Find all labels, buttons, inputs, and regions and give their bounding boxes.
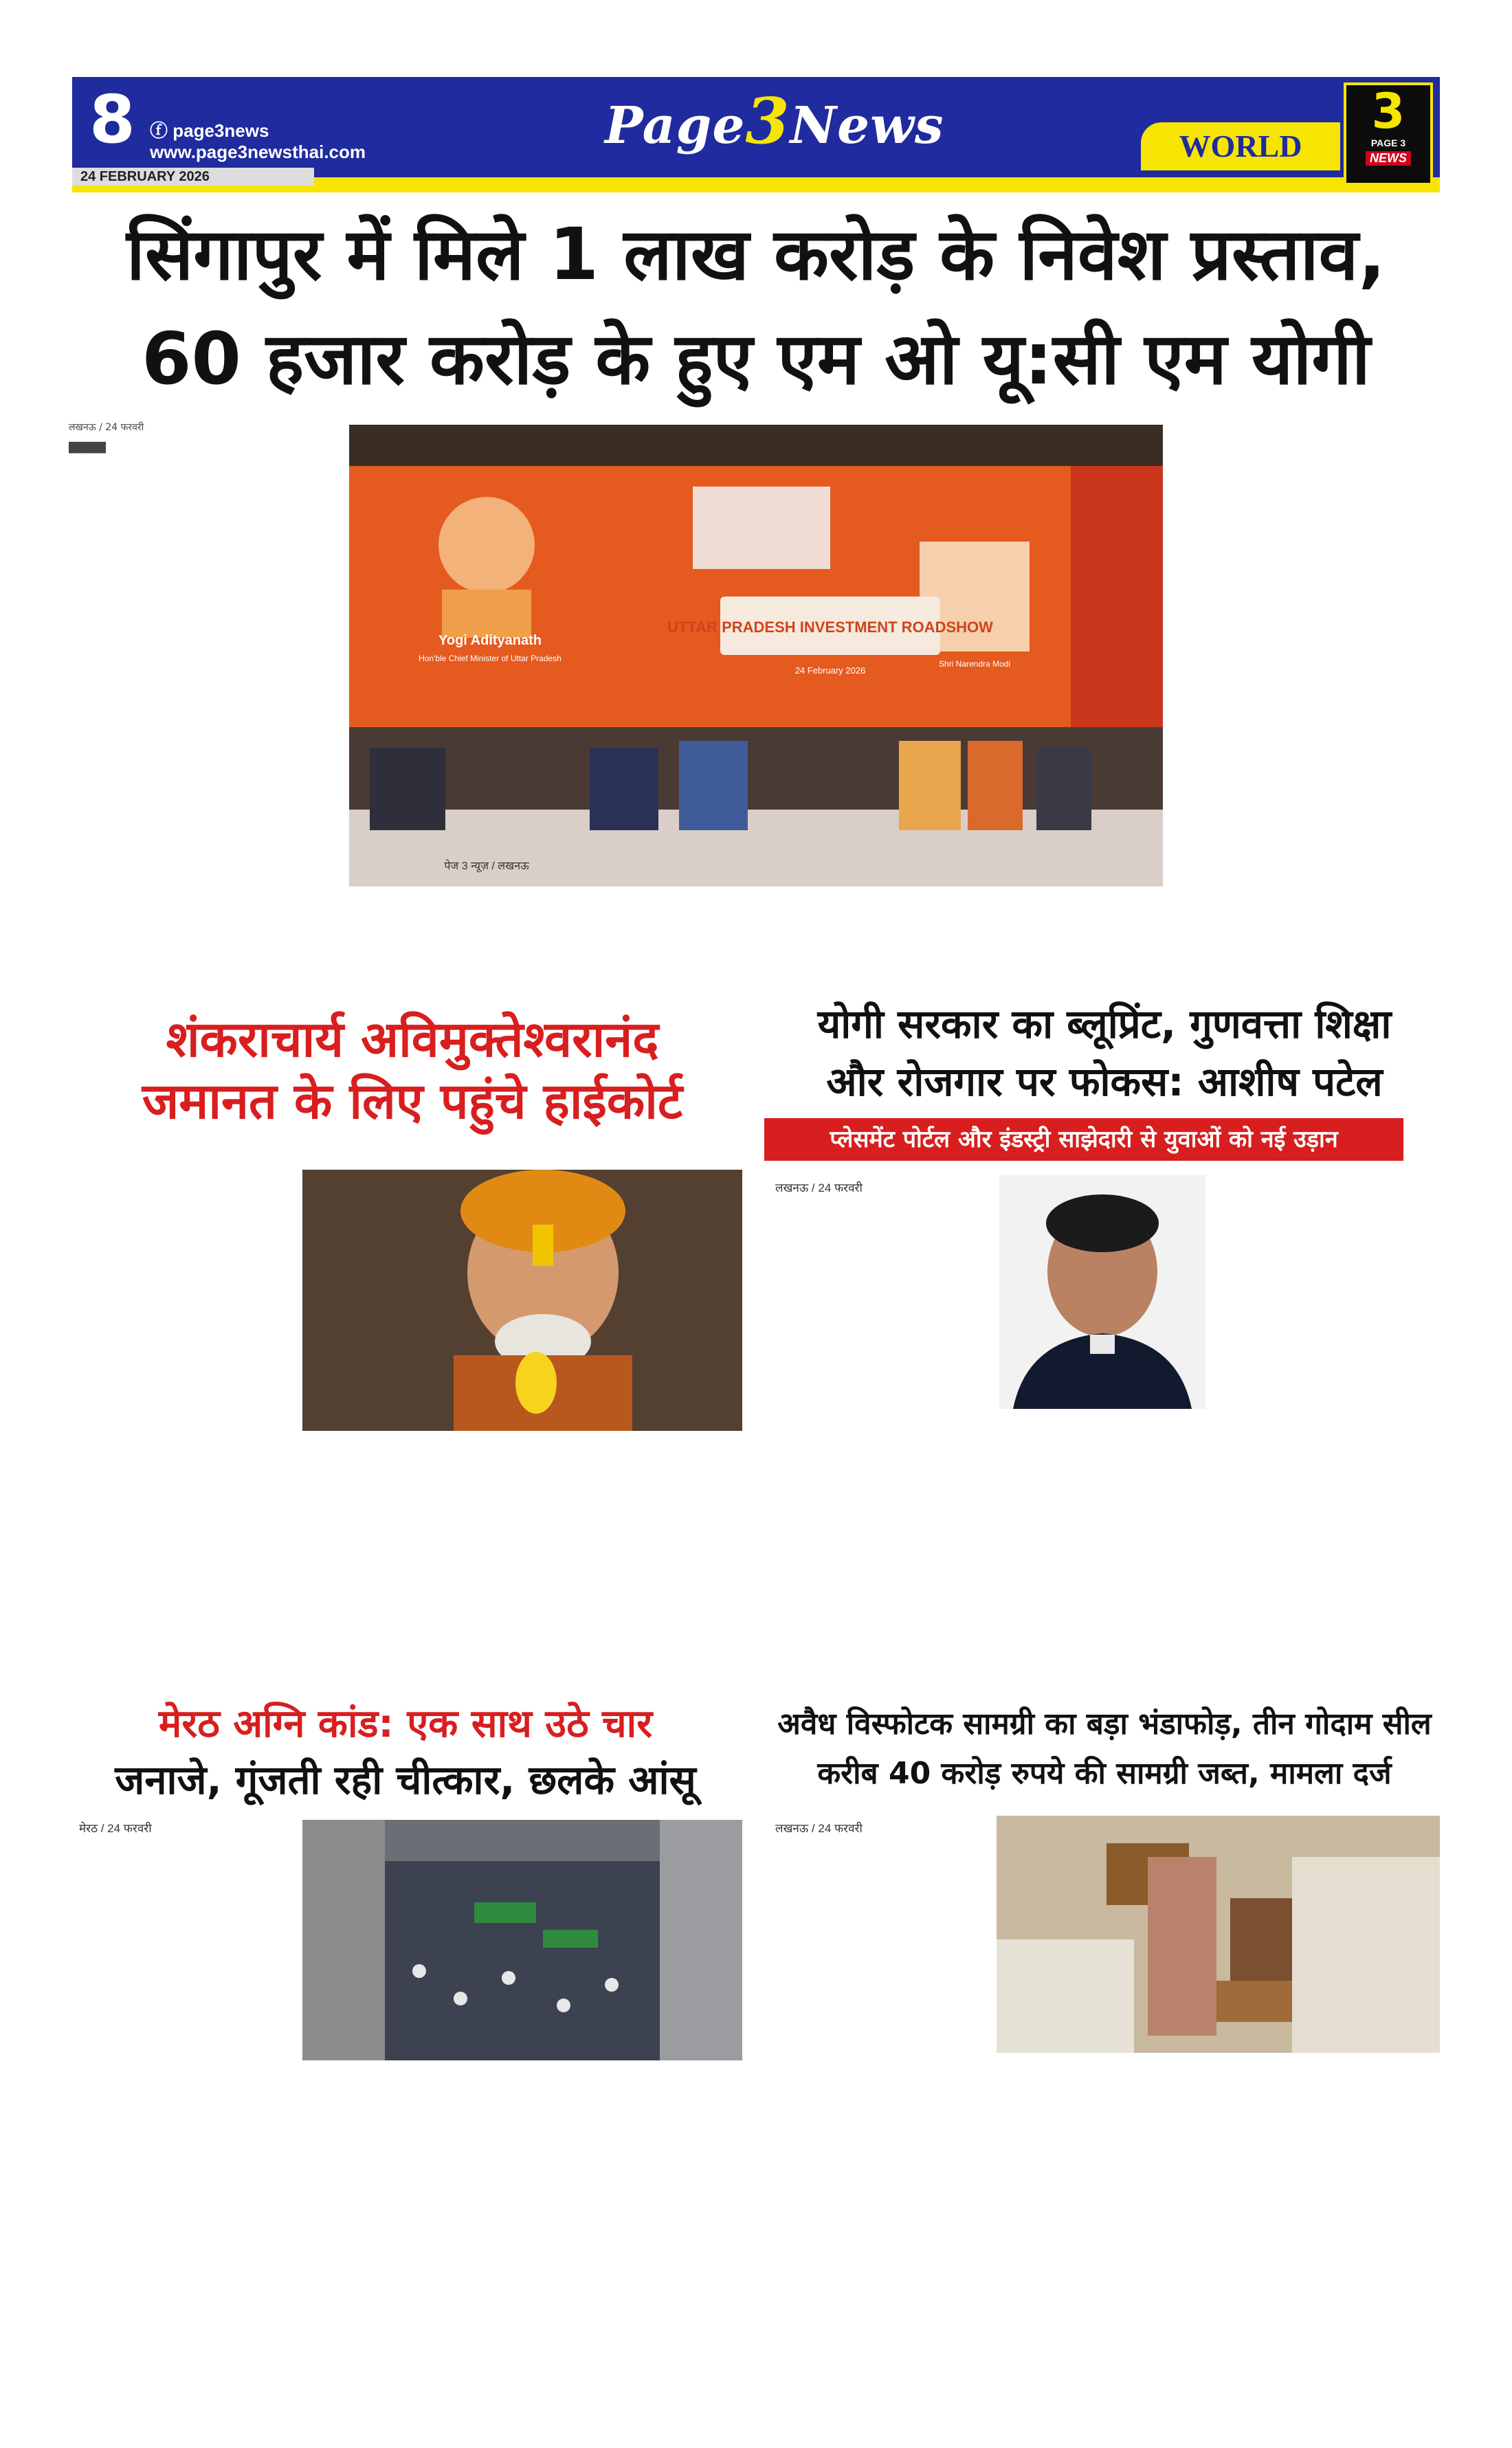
meerut-headline-line1: मेरठ अग्नि कांड: एक साथ उठे चार xyxy=(158,1702,653,1746)
photo-banner: UTTAR PRADESH INVESTMENT ROADSHOW xyxy=(667,619,993,636)
seizure-photo-illustration xyxy=(997,1816,1440,2053)
explosives-headline-line2: करीब 40 करोड़ रुपये की सामग्री जब्त, मामला दर्ज xyxy=(817,1756,1392,1791)
blueprint-subheadline: प्लेसमेंट पोर्टल और इंडस्ट्री साझेदारी से युवाओं को नई उड़ान xyxy=(764,1118,1403,1161)
meerut-headline-line2: जनाजे, गूंजती रही चीत्कार, छलके आंसू xyxy=(115,1757,696,1803)
lead-story-text-right xyxy=(1188,421,1443,970)
shankaracharya-photo xyxy=(302,1170,742,1431)
newspaper-logo[interactable]: Page3News xyxy=(605,84,944,158)
lead-headline-line2: 60 हजार करोड़ के हुए एम ओ यू:सी एम योगी xyxy=(142,317,1370,401)
explosives-headline-line1: अवैध विस्फोटक सामग्री का बड़ा भंडाफोड़, तीन गोदाम सील xyxy=(777,1706,1432,1742)
roadshow-photo-illustration xyxy=(349,425,1163,887)
lead-photo-caption: पेज 3 न्यूज़ / लखनऊ xyxy=(444,860,529,872)
blueprint-headline-line1: योगी सरकार का ब्लूप्रिंट, गुणवत्ता शिक्षा xyxy=(817,1001,1392,1047)
website-link[interactable]: www.page3newsthai.com xyxy=(150,142,366,162)
social-handle[interactable]: ⓕ page3news xyxy=(150,120,269,141)
blueprint-byline: लखनऊ / 24 फरवरी xyxy=(775,1181,863,1194)
page-number: 8 xyxy=(89,81,135,158)
portrait-illustration xyxy=(999,1175,1205,1409)
lead-headline-line1: सिंगापुर में मिले 1 लाख करोड़ के निवेश प्रस्ताव, xyxy=(126,212,1386,296)
page3-badge-logo: 3 PAGE 3 NEWS xyxy=(1344,82,1433,186)
meerut-funeral-photo xyxy=(302,1820,742,2060)
shankaracharya-headline-line2: जमानत के लिए पहुंचे हाईकोर्ट xyxy=(142,1072,683,1130)
meerut-byline: मेरठ / 24 फरवरी xyxy=(79,1822,152,1835)
blueprint-headline-line2: और रोजगार पर फोकस: आशीष पटेल xyxy=(826,1058,1383,1105)
funeral-photo-illustration xyxy=(302,1820,742,2060)
ashish-patel-portrait xyxy=(999,1175,1205,1409)
shankaracharya-headline-line1: शंकराचार्य अविमुक्तेश्वरानंद xyxy=(166,1010,659,1068)
issue-date: 24 FEBRUARY 2026 xyxy=(72,168,314,186)
section-label: WORLD xyxy=(1141,122,1340,170)
lead-story-text-left: लखनऊ / 24 फरवरी █████ xyxy=(69,421,323,964)
photo-date: 24 February 2026 xyxy=(794,665,866,676)
photo-label-role: Hon'ble Chief Minister of Uttar Pradesh xyxy=(419,654,562,663)
shankaracharya-photo-illustration xyxy=(302,1170,742,1431)
facebook-icon: ⓕ xyxy=(150,120,173,141)
photo-label-name: Yogi Adityanath xyxy=(438,633,542,648)
lead-photo-roadshow xyxy=(349,425,1163,887)
explosives-byline: लखनऊ / 24 फरवरी xyxy=(775,1822,863,1835)
lead-byline: लखनऊ / 24 फरवरी xyxy=(69,422,144,433)
explosives-seizure-photo xyxy=(997,1816,1440,2053)
photo-right-name: Shri Narendra Modi xyxy=(938,659,1011,669)
